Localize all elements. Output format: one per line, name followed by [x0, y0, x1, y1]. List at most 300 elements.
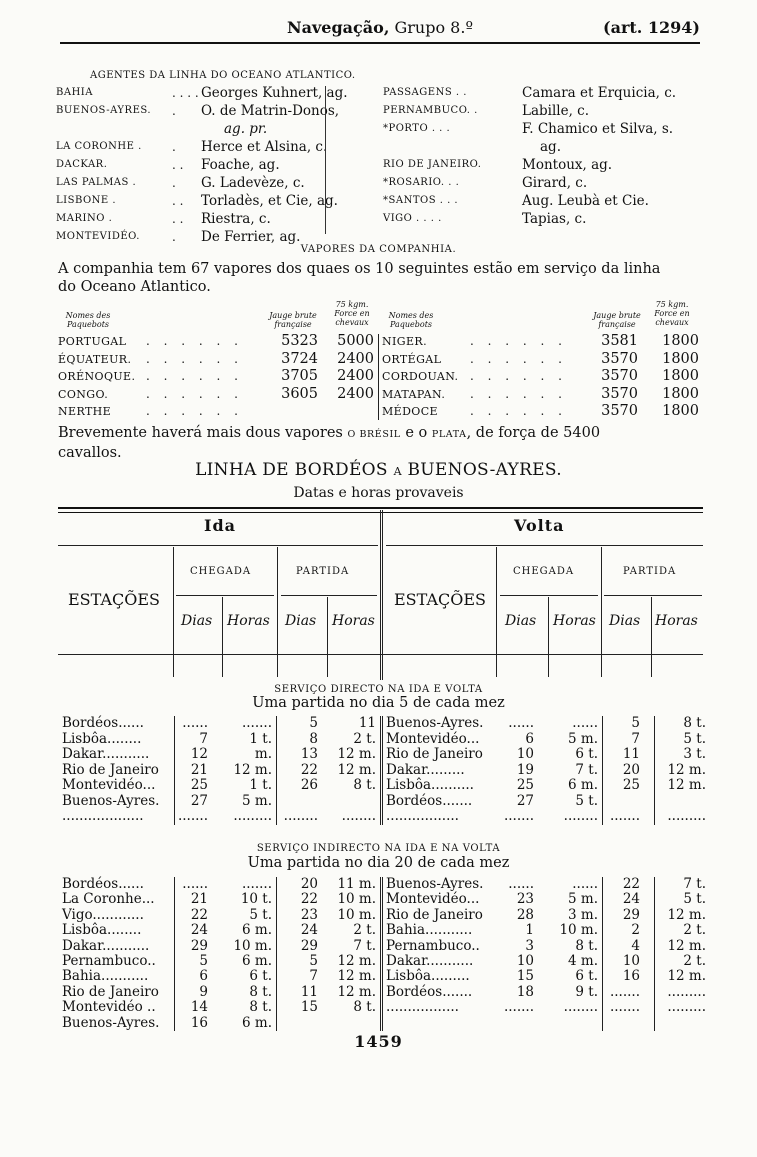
- table-cell-s2: Bahia...........: [386, 922, 473, 939]
- agent-city: *PORTO . . .: [383, 123, 451, 134]
- table-cell-g: 5: [631, 715, 640, 731]
- table-cell-h: 2 t.: [683, 922, 706, 939]
- table-cell-s2: Buenos-Ayres.: [386, 876, 484, 892]
- breve-ship-plata: PLATA: [431, 429, 467, 440]
- table-cell-b: 8 t.: [249, 983, 272, 1000]
- table-cell-f: 6 t.: [575, 746, 598, 762]
- table-cell-g: 10: [622, 953, 640, 969]
- agent-name: De Ferrier, ag.: [201, 229, 301, 245]
- table-row: [0, 954, 757, 969]
- table-cell-h: 12 m.: [667, 937, 706, 954]
- table-cell-s2: Dakar.........: [386, 761, 465, 778]
- table-cell-h: .........: [667, 999, 706, 1016]
- agent-city: DACKAR.: [56, 159, 108, 170]
- table-cell-c: 5: [309, 953, 318, 969]
- agent-dots: . .: [172, 158, 184, 172]
- ship-dots: . . . . . .: [146, 351, 243, 366]
- header-title-rest: Grupo 8.º: [389, 18, 473, 37]
- table-cell-s2: Rio de Janeiro: [386, 746, 483, 762]
- table-cell-s2: Buenos-Ayres.: [386, 715, 484, 731]
- table-col-line: [276, 716, 277, 825]
- table-cell-b: .........: [233, 808, 272, 824]
- ship-force: 2400: [337, 368, 374, 384]
- table-cell-s1: Pernambuco..: [62, 953, 156, 969]
- table-cell-a: 21: [190, 891, 208, 908]
- table-row: [0, 778, 757, 793]
- table-cell-a: 16: [190, 1014, 208, 1031]
- table-cell-h: 5 t.: [683, 891, 706, 908]
- table-col-line: [654, 716, 655, 825]
- table-cell-d: ........: [341, 808, 376, 824]
- linha-title: [0, 460, 757, 480]
- table-cell-c: 13: [300, 746, 318, 762]
- volta-chegada-label: CHEGADA: [513, 566, 575, 577]
- table-cell-f: 3 m.: [568, 906, 598, 923]
- agent-row-right: [56, 210, 701, 228]
- table-cell-e: ......: [508, 876, 534, 892]
- table-cell-b: m.: [254, 746, 272, 762]
- ship-force: 2400: [337, 385, 374, 402]
- volta-partida-split: [651, 597, 652, 677]
- table-cell-a: 21: [190, 761, 208, 778]
- indirect-service-title: SERVIÇO INDIRECTO NA IDA E NA VOLTA: [256, 843, 501, 854]
- table-cell-s2: Lisbôa..........: [386, 777, 474, 793]
- table-cell-c: 22: [300, 891, 318, 908]
- table-cell-s2: Bordéos.......: [386, 983, 473, 1000]
- ship-header-nomes-left: [58, 311, 118, 329]
- table-cell-b: 10 m.: [233, 937, 272, 954]
- ship-dots: . . . . . .: [146, 386, 243, 401]
- table-cell-f: 5 m.: [568, 730, 598, 747]
- table-cell-f: 5 t.: [575, 792, 598, 809]
- table-cell-e: 27: [516, 792, 534, 809]
- agent-city: PERNAMBUCO. .: [383, 105, 478, 116]
- breve-part-c: , de força de 5400: [466, 425, 601, 441]
- table-cell-h: 5 t.: [683, 730, 706, 747]
- ship-header-force-r3: chevaux: [655, 318, 689, 327]
- ida-chegada-label: CHEGADA: [190, 566, 252, 577]
- agent-name: F. Chamico et Silva, s.: [522, 121, 674, 137]
- volta-mid-col-line: [601, 547, 602, 677]
- agent-row-right: [56, 84, 701, 102]
- agent-row-right: [56, 120, 701, 138]
- agent-name: Georges Kuhnert, ag.: [201, 85, 348, 101]
- table-cell-g: 2: [631, 922, 640, 939]
- ship-header-force-r2: Force en: [654, 309, 690, 318]
- breve-part-a: Brevemente haverá mais dous vapores: [58, 425, 348, 441]
- ship-name: CONGO.: [58, 387, 109, 401]
- volta-partida-horas: Horas: [655, 613, 698, 629]
- table-cell-g: 11: [622, 746, 640, 762]
- agent-name: G. Ladevèze, c.: [201, 175, 305, 191]
- ship-name: NIGER.: [382, 335, 427, 348]
- agent-dots: .: [172, 230, 176, 244]
- ship-dots: . . . . . .: [470, 334, 567, 348]
- agent-name: Tapias, c.: [522, 211, 587, 227]
- volta-est-col-line: [496, 547, 497, 677]
- table-row: [0, 794, 757, 809]
- table-col-line: [654, 877, 655, 1031]
- table-cell-a: 6: [199, 968, 208, 985]
- table-cell-b: .......: [241, 876, 272, 892]
- ship-row-left: [58, 403, 378, 420]
- agent-name: Labille, c.: [522, 103, 590, 119]
- table-cell-a: 7: [199, 730, 208, 747]
- table-cell-a: ......: [182, 715, 208, 731]
- table-cell-f: ......: [572, 876, 598, 892]
- ship-dots: . . . . . .: [470, 351, 567, 366]
- table-cell-h: 12 m.: [667, 968, 706, 985]
- breve-line1: [58, 424, 701, 444]
- table-cell-h: 12 m.: [667, 761, 706, 778]
- table-cell-h: 8 t.: [683, 715, 706, 731]
- table-cell-s1: Bordéos......: [62, 876, 144, 892]
- ida-heading: Ida: [204, 516, 237, 535]
- table-cell-c: 5: [309, 715, 318, 731]
- ship-name: PORTUGAL: [58, 335, 127, 348]
- agent-name: Camara et Erquicia, c.: [522, 85, 677, 101]
- breve-part-b: e o: [400, 425, 432, 441]
- table-cell-a: 27: [190, 792, 208, 809]
- ida-partida-dias: Dias: [285, 613, 317, 629]
- ida-partida-split: [327, 597, 328, 677]
- ida-partida-horas: Horas: [332, 613, 375, 629]
- vapores-title: VAPORES DA COMPANHIA.: [300, 244, 457, 255]
- table-row: [0, 747, 757, 762]
- table-row: [0, 939, 757, 954]
- ships-table: [58, 333, 703, 423]
- ships-separator: [378, 334, 379, 420]
- table-cell-g: 7: [631, 730, 640, 747]
- table-row: [0, 716, 757, 731]
- ship-force: 1800: [662, 403, 699, 419]
- table-row: [0, 763, 757, 778]
- table-cell-d: 10 m.: [337, 891, 376, 908]
- table-cell-h: 12 m.: [667, 777, 706, 793]
- ship-force: 1800: [662, 385, 699, 402]
- table-cell-f: 4 m.: [568, 953, 598, 969]
- table-header-bottom-rule: [58, 654, 703, 655]
- table-center-double-line: [380, 877, 383, 1031]
- ida-partida-label: PARTIDA: [296, 566, 350, 577]
- linha-title-sm: A: [393, 465, 402, 478]
- agent-city: BUENOS-AYRES.: [56, 105, 152, 116]
- table-cell-e: 10: [516, 953, 534, 969]
- table-cell-c: 7: [309, 968, 318, 985]
- volta-partida-dias: Dias: [609, 613, 641, 629]
- header-title-bold: Navegação,: [287, 18, 390, 37]
- table-cell-h: 12 m.: [667, 906, 706, 923]
- ship-dots: . . . . . .: [146, 404, 243, 418]
- header-article: (art. 1294): [603, 18, 700, 37]
- table-cell-s1: Buenos-Ayres.: [62, 1014, 160, 1031]
- agent-name: Torladès, et Cie, ag.: [201, 193, 338, 209]
- agent-name: Herce et Alsina, c.: [201, 139, 328, 155]
- ship-header-force-right: [646, 300, 698, 327]
- direct-service-subtitle: Uma partida no dia 5 de cada mez: [252, 695, 505, 711]
- table-cell-f: 10 m.: [559, 922, 598, 939]
- ship-row-right: [382, 368, 703, 385]
- table-cell-b: 6 m.: [242, 922, 272, 939]
- table-cell-a: 9: [199, 983, 208, 1000]
- ship-jauge: 3605: [281, 385, 318, 402]
- ship-jauge: 3570: [601, 368, 638, 384]
- table-cell-a: ......: [182, 876, 208, 892]
- agent-row-right: [56, 138, 701, 156]
- agent-dots: .: [172, 176, 176, 190]
- table-cell-d: 10 m.: [337, 906, 376, 923]
- ship-jauge: 3570: [601, 403, 638, 419]
- agent-city: *ROSARIO. . .: [383, 177, 460, 188]
- agent-city: LISBONE .: [56, 195, 117, 206]
- table-cell-b: 6 m.: [242, 1014, 272, 1031]
- table-cell-b: 5 m.: [242, 792, 272, 809]
- table-cell-d: 2 t.: [353, 922, 376, 939]
- table-cell-a: 14: [190, 999, 208, 1016]
- ship-header-nomes-l2: Paquebots: [66, 320, 110, 329]
- ida-chegada-split: [222, 597, 223, 677]
- table-row: [0, 809, 757, 824]
- table-cell-s1: ...................: [62, 808, 144, 824]
- ship-name: MÉDOCE: [382, 405, 438, 418]
- agent-name: Girard, c.: [522, 175, 588, 191]
- table-cell-s1: Buenos-Ayres.: [62, 792, 160, 809]
- table-cell-s2: Lisbôa.........: [386, 968, 470, 985]
- agent-row-right: [56, 192, 701, 210]
- table-cell-e: 18: [516, 983, 534, 1000]
- table-cell-c: 23: [300, 906, 318, 923]
- ship-header-jauge-left: [262, 311, 324, 329]
- table-cell-s1: Lisbôa........: [62, 730, 142, 747]
- table-cell-g: .......: [609, 999, 640, 1016]
- table-cell-s2: Pernambuco..: [386, 937, 480, 954]
- agent-name: O. de Matrin-Donos,: [201, 103, 340, 119]
- agent-row-right: [56, 102, 701, 120]
- table-cell-f: 8 t.: [575, 937, 598, 954]
- ship-header-jauge-l2: française: [274, 320, 312, 329]
- agents-separator: [325, 86, 326, 234]
- table-cell-f: 6 t.: [575, 968, 598, 985]
- table-cell-e: 28: [516, 906, 534, 923]
- table-row: [0, 923, 757, 938]
- table-row: [0, 1000, 757, 1015]
- table-cell-d: 12 m.: [337, 983, 376, 1000]
- vapores-text-line1: A companhia tem 67 vapores dos quaes os 10 seguintes estão em serviço da linha: [58, 261, 661, 277]
- agent-city: MARINO .: [56, 213, 113, 224]
- table-cell-s2: Dakar...........: [386, 953, 474, 969]
- table-cell-h: 2 t.: [683, 953, 706, 969]
- table-cell-a: 12: [190, 746, 208, 762]
- table-cell-s1: Montevidéo...: [62, 777, 156, 793]
- table-cell-s1: La Coronhe...: [62, 891, 155, 908]
- ship-header-jauge-r2: française: [598, 320, 636, 329]
- table-cell-a: 29: [190, 937, 208, 954]
- table-col-line: [602, 877, 603, 1031]
- ida-chegada-horas: Horas: [227, 613, 270, 629]
- agent-city: MONTEVIDÉO.: [56, 231, 140, 242]
- table-cell-g: 16: [622, 968, 640, 985]
- table-cell-e: 1: [525, 922, 534, 939]
- agent-name: Aug. Leubà et Cie.: [522, 193, 649, 209]
- ship-dots: . . . . . .: [146, 369, 243, 383]
- table-cell-b: 6 t.: [249, 968, 272, 985]
- agent-dots: .: [172, 140, 176, 154]
- ship-name: ORTÉGAL: [382, 352, 442, 366]
- table-cell-d: 12 m.: [337, 968, 376, 985]
- table-cell-e: 15: [516, 968, 534, 985]
- ida-chegada-rule: [176, 595, 274, 596]
- ship-force: 5000: [337, 333, 374, 349]
- ship-dots: . . . . . .: [470, 404, 567, 418]
- table-cell-d: 12 m.: [337, 746, 376, 762]
- table-cell-h: 3 t.: [683, 746, 706, 762]
- ida-est-col-line: [173, 547, 174, 677]
- table-row: [0, 969, 757, 984]
- table-cell-s2: Montevidéo...: [386, 891, 480, 908]
- ship-force: 1800: [662, 368, 699, 384]
- ship-row-left: [58, 368, 378, 385]
- ida-header-rule: [58, 545, 378, 546]
- table-cell-g: .......: [609, 983, 640, 1000]
- ship-header-force-l2: Force en: [334, 309, 370, 318]
- table-row: [0, 877, 757, 892]
- ship-header-nomes-l1: Nomes des: [65, 311, 111, 320]
- agent-name: Montoux, ag.: [522, 157, 613, 173]
- ship-row-right: [382, 386, 703, 403]
- agent-row-right: [56, 156, 701, 174]
- ship-jauge: 3570: [601, 385, 638, 402]
- ship-force: 1800: [662, 350, 699, 367]
- table-cell-a: 25: [190, 777, 208, 793]
- table-cell-g: 22: [622, 876, 640, 892]
- table-cell-c: ........: [283, 808, 318, 824]
- linha-title-b: BUENOS-AYRES.: [401, 460, 562, 480]
- table-cell-c: 11: [300, 983, 318, 1000]
- agent-city: LAS PALMAS .: [56, 177, 137, 188]
- table-cell-g: 25: [622, 777, 640, 793]
- table-col-line: [602, 716, 603, 825]
- ship-header-force-r1: 75 kgm.: [655, 300, 689, 309]
- agent-city: BAHIA: [56, 87, 93, 98]
- table-cell-f: ........: [563, 999, 598, 1016]
- agent-row-right: [56, 174, 701, 192]
- table-cell-b: .......: [241, 715, 272, 731]
- table-cell-s1: Vigo............: [62, 906, 144, 923]
- ship-jauge: 3570: [601, 350, 638, 367]
- ship-name: ÉQUATEUR.: [58, 352, 132, 366]
- table-cell-h: .........: [667, 983, 706, 1000]
- ship-header-force-left: [326, 300, 378, 327]
- table-cell-c: 15: [300, 999, 318, 1016]
- table-cell-s2: Rio de Janeiro: [386, 906, 483, 923]
- ship-dots: . . . . . .: [470, 386, 567, 401]
- volta-partida-label: PARTIDA: [623, 566, 677, 577]
- table-cell-b: 8 t.: [249, 999, 272, 1016]
- breve-text: [58, 424, 701, 462]
- table-cell-s1: Lisbôa........: [62, 922, 142, 939]
- header-rule: [60, 42, 700, 44]
- ship-dots: . . . . . .: [146, 334, 243, 348]
- table-cell-e: ......: [508, 715, 534, 731]
- breve-ship-bresil: O BRÉSIL: [347, 429, 401, 440]
- ship-jauge: 5323: [281, 333, 318, 349]
- table-cell-s2: .................: [386, 808, 459, 824]
- agent-dots: . . . .: [172, 86, 199, 100]
- indirect-service-subtitle: Uma partida no dia 20 de cada mez: [247, 855, 510, 871]
- table-row: [0, 732, 757, 747]
- ship-header-jauge-l1: Jauge brute: [269, 311, 317, 320]
- volta-partida-rule: [604, 595, 702, 596]
- ship-name: MATAPAN.: [382, 387, 446, 401]
- table-row: [0, 1016, 757, 1031]
- ida-partida-rule: [281, 595, 377, 596]
- ship-name: NERTHE: [58, 405, 112, 418]
- agent-city: *SANTOS . . .: [383, 195, 459, 206]
- table-cell-e: 3: [525, 937, 534, 954]
- ship-row-left: [58, 386, 378, 403]
- table-cell-c: 26: [300, 777, 318, 793]
- table-cell-d: 2 t.: [353, 730, 376, 747]
- agent-dots: . .: [172, 212, 184, 226]
- ship-force: 2400: [337, 350, 374, 367]
- table-cell-e: .......: [503, 999, 534, 1016]
- table-cell-d: 8 t.: [353, 777, 376, 793]
- volta-chegada-rule: [500, 595, 598, 596]
- table-cell-a: .......: [177, 808, 208, 824]
- ship-row-right: [382, 351, 703, 368]
- table-cell-b: 1 t.: [249, 730, 272, 747]
- ship-row-right: [382, 403, 703, 420]
- linha-subtitle: Datas e horas provaveis: [293, 485, 464, 501]
- agent-name: Riestra, c.: [201, 211, 271, 227]
- direct-service-title: SERVIÇO DIRECTO NA IDA E VOLTA: [274, 684, 483, 695]
- table-cell-g: 4: [631, 937, 640, 954]
- vapores-text: [58, 260, 701, 296]
- ida-estacoes-label: ESTAÇÕES: [68, 590, 160, 609]
- table-cell-g: 24: [622, 891, 640, 908]
- ship-jauge: 3724: [281, 350, 318, 367]
- table-cell-a: 5: [199, 953, 208, 969]
- ship-name: CORDOUAN.: [382, 370, 459, 383]
- table-cell-g: 29: [622, 906, 640, 923]
- table-cell-b: 6 m.: [242, 953, 272, 969]
- table-cell-e: 10: [516, 746, 534, 762]
- table-cell-f: 6 m.: [568, 777, 598, 793]
- table-cell-b: 12 m.: [233, 761, 272, 778]
- table-cell-e: .......: [503, 808, 534, 824]
- table-cell-d: 11: [358, 715, 376, 731]
- agent-dots: . .: [172, 194, 184, 208]
- page-header: [60, 14, 700, 44]
- ship-dots: . . . . . .: [470, 369, 567, 383]
- agent-city: RIO DE JANEIRO.: [383, 159, 482, 170]
- table-cell-s1: Montevidéo ..: [62, 999, 156, 1016]
- table-cell-e: 6: [525, 730, 534, 747]
- ship-header-nomes-r1: Nomes des: [388, 311, 434, 320]
- table-cell-s1: Rio de Janeiro: [62, 761, 159, 778]
- agent-name: ag. pr.: [224, 121, 268, 137]
- linha-title-a: LINHA DE BORDÉOS: [195, 460, 394, 480]
- ship-header-jauge-right: [586, 311, 648, 329]
- table-cell-b: 5 t.: [249, 906, 272, 923]
- volta-header-rule: [386, 545, 703, 546]
- table-cell-c: 29: [300, 937, 318, 954]
- table-row: [0, 908, 757, 923]
- agent-name: ag.: [540, 139, 561, 155]
- table-cell-f: ........: [563, 808, 598, 824]
- table-cell-c: 24: [300, 922, 318, 939]
- volta-estacoes-label: ESTAÇÕES: [394, 590, 486, 609]
